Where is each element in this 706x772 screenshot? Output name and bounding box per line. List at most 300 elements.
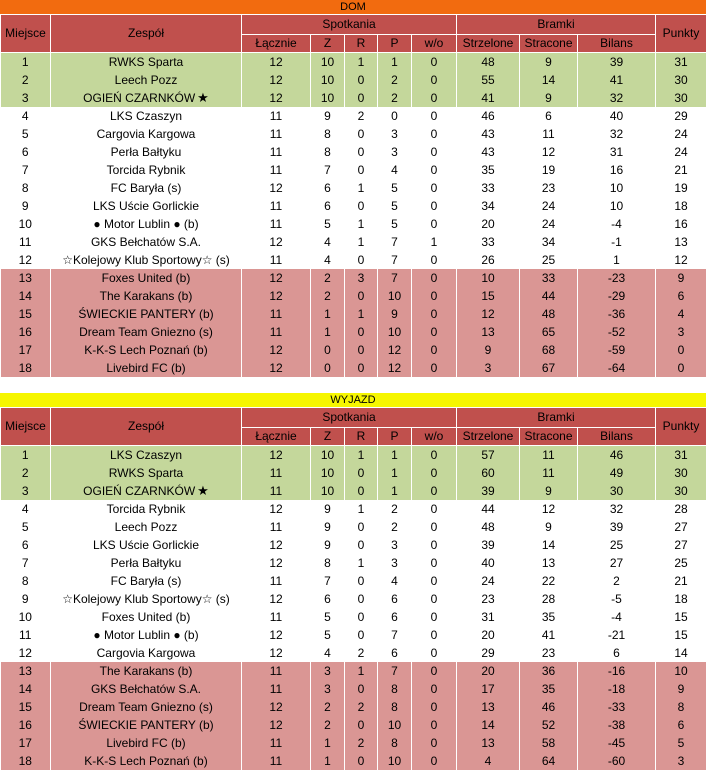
team-cell-text: Dream Team Gniezno (s) <box>79 325 213 339</box>
z-cell-text: 10 <box>320 448 335 462</box>
wo-cell-text: 0 <box>430 682 438 696</box>
z-cell-text: 5 <box>324 217 331 231</box>
stracone-cell-text: 12 <box>541 502 556 516</box>
r-cell <box>345 500 378 518</box>
pos-cell-text: 15 <box>18 700 32 714</box>
punkty-cell-text: 19 <box>674 181 688 195</box>
r-cell-text: 0 <box>357 682 365 696</box>
stracone-cell <box>520 536 578 554</box>
header-spotkania: Spotkania <box>242 15 457 35</box>
wo-cell-text: 0 <box>430 466 438 480</box>
lacznie-cell <box>242 536 311 554</box>
table-row <box>1 161 706 179</box>
strzelone-cell-text: 39 <box>481 484 495 498</box>
team-cell <box>51 359 242 377</box>
wyjazd-table <box>0 407 706 770</box>
lacznie-cell <box>242 500 311 518</box>
strzelone-cell-text: 48 <box>481 55 495 69</box>
pos-cell <box>1 161 51 179</box>
bilans-cell-text: -33 <box>607 700 626 714</box>
z-cell-text: 9 <box>324 520 331 534</box>
stracone-cell-text: 19 <box>541 163 556 177</box>
z-cell-text: 8 <box>324 127 331 141</box>
strzelone-cell-text: 35 <box>481 163 495 177</box>
team-cell <box>51 215 242 233</box>
strzelone-cell <box>457 644 520 662</box>
pos-cell <box>1 464 51 482</box>
team-cell <box>51 341 242 359</box>
pos-cell <box>1 626 51 644</box>
bilans-cell <box>578 53 656 72</box>
lacznie-cell <box>242 89 311 107</box>
wo-cell <box>412 341 457 359</box>
z-cell <box>311 716 345 734</box>
team-cell-text: Leech Pozz <box>114 520 178 534</box>
r-cell <box>345 608 378 626</box>
stracone-cell-text: 11 <box>542 448 555 462</box>
table-row <box>1 305 706 323</box>
stracone-cell <box>520 662 578 680</box>
pos-cell-text: 1 <box>21 448 29 462</box>
pos-cell-text: 18 <box>18 361 32 375</box>
header-strzelone: Strzelone <box>457 428 520 446</box>
team-cell <box>51 482 242 500</box>
punkty-cell-text: 25 <box>674 556 688 570</box>
team-cell-text: Livebird FC (b) <box>106 361 186 375</box>
p-cell-text: 2 <box>391 520 398 534</box>
punkty-cell-text: 16 <box>674 217 688 231</box>
wo-cell <box>412 179 457 197</box>
stracone-cell-text: 35 <box>541 682 556 696</box>
lacznie-cell <box>242 341 311 359</box>
p-cell-text: 10 <box>387 289 402 303</box>
pos-cell <box>1 53 51 72</box>
team-cell-text: LKS Uście Gorlickie <box>92 538 200 552</box>
stracone-cell <box>520 323 578 341</box>
p-cell-text: 5 <box>391 217 398 231</box>
lacznie-cell <box>242 161 311 179</box>
pos-cell-text: 2 <box>21 466 29 480</box>
bilans-cell <box>578 233 656 251</box>
pos-cell-text: 18 <box>18 754 32 768</box>
strzelone-cell <box>457 215 520 233</box>
wo-cell-text: 0 <box>430 253 438 267</box>
team-cell-text: LKS Czaszyn <box>109 448 183 462</box>
strzelone-cell <box>457 716 520 734</box>
z-cell <box>311 53 345 72</box>
punkty-cell-text: 9 <box>677 271 685 285</box>
p-cell-text: 7 <box>391 235 398 249</box>
r-cell <box>345 197 378 215</box>
punkty-cell <box>656 125 706 143</box>
team-cell-text: FC Baryła (s) <box>110 181 182 195</box>
strzelone-cell <box>457 161 520 179</box>
team-cell-text: RWKS Sparta <box>108 466 184 480</box>
p-cell <box>378 197 412 215</box>
z-cell-text: 9 <box>324 538 331 552</box>
team-cell <box>51 323 242 341</box>
r-cell-text: 1 <box>357 664 365 678</box>
r-cell-text: 0 <box>357 325 365 339</box>
table-row <box>1 716 706 734</box>
pos-cell <box>1 734 51 752</box>
stracone-cell <box>520 446 578 465</box>
punkty-cell <box>656 323 706 341</box>
p-cell <box>378 590 412 608</box>
strzelone-cell <box>457 608 520 626</box>
team-cell-text: The Karakans (b) <box>99 664 193 678</box>
wo-cell-text: 0 <box>430 73 438 87</box>
punkty-cell <box>656 734 706 752</box>
table-row <box>1 323 706 341</box>
lacznie-cell <box>242 305 311 323</box>
wo-cell <box>412 446 457 465</box>
strzelone-cell <box>457 464 520 482</box>
strzelone-cell <box>457 518 520 536</box>
table-row <box>1 143 706 161</box>
lacznie-cell <box>242 644 311 662</box>
r-cell <box>345 554 378 572</box>
wo-cell-text: 1 <box>430 235 438 249</box>
bilans-cell-text: 39 <box>609 520 624 534</box>
z-cell <box>311 143 345 161</box>
strzelone-cell-text: 10 <box>481 271 495 285</box>
stracone-cell-text: 67 <box>541 361 556 375</box>
header-stracone: Stracone <box>520 35 578 53</box>
punkty-cell <box>656 536 706 554</box>
lacznie-cell-text: 12 <box>269 235 283 249</box>
pos-cell <box>1 500 51 518</box>
r-cell-text: 0 <box>357 718 365 732</box>
wo-cell <box>412 500 457 518</box>
z-cell-text: 5 <box>324 628 331 642</box>
z-cell <box>311 107 345 125</box>
table-row <box>1 608 706 626</box>
team-cell <box>51 734 242 752</box>
strzelone-cell-text: 13 <box>481 700 495 714</box>
header-lacznie: Łącznie <box>242 428 311 446</box>
table-row <box>1 572 706 590</box>
bilans-cell-text: 10 <box>609 199 624 213</box>
p-cell <box>378 287 412 305</box>
bilans-cell <box>578 536 656 554</box>
bilans-cell-text: -45 <box>607 736 626 750</box>
punkty-cell <box>656 464 706 482</box>
z-cell <box>311 518 345 536</box>
strzelone-cell <box>457 662 520 680</box>
z-cell-text: 7 <box>324 163 331 177</box>
header-zespol: Zespół <box>51 408 242 446</box>
stracone-cell-text: 14 <box>541 538 556 552</box>
z-cell-text: 10 <box>320 73 335 87</box>
strzelone-cell <box>457 197 520 215</box>
p-cell <box>378 644 412 662</box>
lacznie-cell <box>242 662 311 680</box>
lacznie-cell-text: 11 <box>269 484 283 498</box>
p-cell-text: 3 <box>391 127 398 141</box>
punkty-cell <box>656 572 706 590</box>
z-cell <box>311 662 345 680</box>
stracone-cell <box>520 590 578 608</box>
lacznie-cell <box>242 590 311 608</box>
punkty-cell <box>656 179 706 197</box>
lacznie-cell <box>242 446 311 465</box>
wo-cell-text: 0 <box>430 700 438 714</box>
wo-cell-text: 0 <box>430 55 438 69</box>
pos-cell <box>1 215 51 233</box>
p-cell-text: 7 <box>391 253 398 267</box>
stracone-cell-text: 14 <box>541 73 556 87</box>
team-cell <box>51 536 242 554</box>
team-cell-text: Foxes United (b) <box>101 610 191 624</box>
r-cell-text: 0 <box>357 754 365 768</box>
stracone-cell <box>520 572 578 590</box>
team-cell <box>51 752 242 770</box>
p-cell-text: 10 <box>387 718 402 732</box>
strzelone-cell-text: 13 <box>481 325 495 339</box>
bilans-cell <box>578 752 656 770</box>
z-cell-text: 2 <box>324 700 331 714</box>
bilans-cell <box>578 608 656 626</box>
r-cell <box>345 341 378 359</box>
punkty-cell-text: 8 <box>677 700 685 714</box>
strzelone-cell-text: 13 <box>481 736 495 750</box>
lacznie-cell <box>242 734 311 752</box>
z-cell-text: 4 <box>324 253 331 267</box>
z-cell <box>311 464 345 482</box>
bilans-cell <box>578 341 656 359</box>
strzelone-cell-text: 57 <box>481 448 495 462</box>
z-cell <box>311 446 345 465</box>
z-cell <box>311 752 345 770</box>
wo-cell-text: 0 <box>430 646 438 660</box>
z-cell <box>311 554 345 572</box>
stracone-cell <box>520 143 578 161</box>
lacznie-cell <box>242 143 311 161</box>
p-cell-text: 4 <box>391 163 398 177</box>
lacznie-cell <box>242 716 311 734</box>
r-cell-text: 0 <box>357 73 365 87</box>
z-cell <box>311 644 345 662</box>
punkty-cell-text: 24 <box>674 145 688 159</box>
stracone-cell <box>520 626 578 644</box>
z-cell-text: 2 <box>324 271 331 285</box>
strzelone-cell <box>457 233 520 251</box>
p-cell-text: 8 <box>391 682 398 696</box>
pos-cell <box>1 89 51 107</box>
r-cell <box>345 446 378 465</box>
pos-cell <box>1 233 51 251</box>
strzelone-cell <box>457 572 520 590</box>
punkty-cell-text: 30 <box>674 73 688 87</box>
p-cell-text: 10 <box>387 754 402 768</box>
strzelone-cell <box>457 305 520 323</box>
punkty-cell-text: 4 <box>677 307 685 321</box>
bilans-cell <box>578 179 656 197</box>
punkty-cell-text: 30 <box>674 91 688 105</box>
strzelone-cell <box>457 143 520 161</box>
r-cell-text: 2 <box>357 109 365 123</box>
team-cell-text: Cargovia Kargowa <box>96 646 196 660</box>
punkty-cell-text: 15 <box>674 628 688 642</box>
team-cell <box>51 518 242 536</box>
p-cell <box>378 752 412 770</box>
wo-cell <box>412 323 457 341</box>
table-row <box>1 662 706 680</box>
strzelone-cell <box>457 500 520 518</box>
stracone-cell-text: 23 <box>541 181 556 195</box>
p-cell <box>378 161 412 179</box>
lacznie-cell-text: 12 <box>269 718 283 732</box>
wo-cell <box>412 71 457 89</box>
wo-cell <box>412 287 457 305</box>
punkty-cell-text: 24 <box>674 127 688 141</box>
wo-cell <box>412 662 457 680</box>
lacznie-cell-text: 12 <box>269 73 283 87</box>
stracone-cell-text: 33 <box>541 271 556 285</box>
bilans-cell <box>578 107 656 125</box>
r-cell-text: 1 <box>357 448 365 462</box>
header-bramki: Bramki <box>457 15 656 35</box>
p-cell <box>378 89 412 107</box>
punkty-cell-text: 27 <box>674 538 688 552</box>
strzelone-cell <box>457 179 520 197</box>
lacznie-cell-text: 12 <box>269 55 283 69</box>
pos-cell <box>1 71 51 89</box>
table-row <box>1 446 706 465</box>
bilans-cell-text: -36 <box>607 307 626 321</box>
punkty-cell <box>656 71 706 89</box>
team-cell <box>51 608 242 626</box>
wo-cell <box>412 359 457 377</box>
z-cell-text: 7 <box>324 574 331 588</box>
pos-cell <box>1 323 51 341</box>
strzelone-cell <box>457 125 520 143</box>
table-row <box>1 536 706 554</box>
r-cell <box>345 161 378 179</box>
bilans-cell-text: 31 <box>609 145 624 159</box>
lacznie-cell <box>242 626 311 644</box>
bilans-cell-text: 49 <box>609 466 624 480</box>
bilans-cell-text: 1 <box>613 253 620 267</box>
r-cell <box>345 305 378 323</box>
team-cell <box>51 161 242 179</box>
p-cell <box>378 482 412 500</box>
lacznie-cell <box>242 53 311 72</box>
stracone-cell-text: 44 <box>541 289 556 303</box>
bilans-cell <box>578 572 656 590</box>
r-cell-text: 0 <box>357 361 365 375</box>
punkty-cell <box>656 698 706 716</box>
stracone-cell-text: 48 <box>541 307 556 321</box>
r-cell <box>345 53 378 72</box>
z-cell <box>311 89 345 107</box>
team-cell <box>51 287 242 305</box>
lacznie-cell-text: 12 <box>269 181 283 195</box>
r-cell-text: 0 <box>357 91 365 105</box>
wo-cell <box>412 197 457 215</box>
p-cell <box>378 608 412 626</box>
stracone-cell <box>520 716 578 734</box>
pos-cell-text: 1 <box>21 55 29 69</box>
z-cell-text: 8 <box>324 556 331 570</box>
team-cell <box>51 626 242 644</box>
team-cell-text: FC Baryła (s) <box>110 574 182 588</box>
pos-cell-text: 3 <box>21 484 29 498</box>
bilans-cell-text: -4 <box>611 217 622 231</box>
bilans-cell-text: -60 <box>607 754 626 768</box>
stracone-cell <box>520 359 578 377</box>
r-cell-text: 2 <box>357 700 365 714</box>
r-cell-text: 0 <box>357 484 365 498</box>
punkty-cell <box>656 287 706 305</box>
wo-cell <box>412 680 457 698</box>
wo-cell-text: 0 <box>430 592 438 606</box>
lacznie-cell <box>242 554 311 572</box>
z-cell <box>311 572 345 590</box>
r-cell-text: 0 <box>357 610 365 624</box>
wo-cell <box>412 626 457 644</box>
bilans-cell <box>578 269 656 287</box>
lacznie-cell <box>242 215 311 233</box>
stracone-cell-text: 34 <box>541 235 556 249</box>
punkty-cell-text: 9 <box>677 682 685 696</box>
team-cell <box>51 716 242 734</box>
table-row <box>1 698 706 716</box>
p-cell <box>378 554 412 572</box>
wo-cell <box>412 518 457 536</box>
z-cell-text: 3 <box>324 682 331 696</box>
punkty-cell <box>656 53 706 72</box>
header-r: R <box>345 35 378 53</box>
pos-cell-text: 10 <box>18 217 32 231</box>
pos-cell-text: 5 <box>21 127 29 141</box>
pos-cell-text: 2 <box>21 73 29 87</box>
punkty-cell-text: 18 <box>674 592 688 606</box>
table-row <box>1 359 706 377</box>
pos-cell-text: 16 <box>18 718 32 732</box>
wo-cell <box>412 143 457 161</box>
r-cell <box>345 590 378 608</box>
table-row <box>1 107 706 125</box>
stracone-cell <box>520 464 578 482</box>
punkty-cell-text: 6 <box>677 718 685 732</box>
p-cell-text: 6 <box>391 646 398 660</box>
p-cell <box>378 500 412 518</box>
r-cell <box>345 662 378 680</box>
wo-cell <box>412 89 457 107</box>
wo-cell-text: 0 <box>430 199 438 213</box>
r-cell <box>345 536 378 554</box>
p-cell-text: 12 <box>387 361 402 375</box>
lacznie-cell <box>242 269 311 287</box>
r-cell-text: 0 <box>357 145 365 159</box>
lacznie-cell <box>242 482 311 500</box>
lacznie-cell-text: 12 <box>269 448 283 462</box>
header-z: Z <box>311 35 345 53</box>
team-cell <box>51 179 242 197</box>
team-cell <box>51 572 242 590</box>
pos-cell <box>1 518 51 536</box>
wo-cell <box>412 554 457 572</box>
team-cell-text: K-K-S Lech Poznań (b) <box>84 343 208 357</box>
stracone-cell-text: 9 <box>545 55 552 69</box>
pos-cell <box>1 644 51 662</box>
bilans-cell <box>578 626 656 644</box>
bilans-cell-text: -52 <box>607 325 626 339</box>
wo-cell-text: 0 <box>430 127 438 141</box>
punkty-cell <box>656 269 706 287</box>
